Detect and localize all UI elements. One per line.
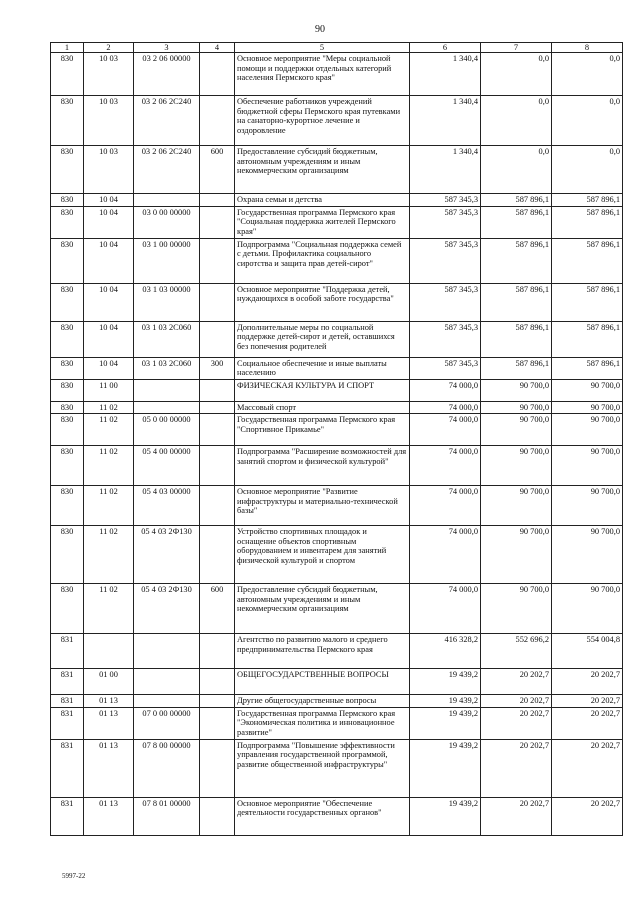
table-row [51, 707, 623, 739]
amount-year-1-cell: 74 000,0 [410, 486, 481, 526]
table-row [51, 96, 623, 146]
footer-code: 5997-22 [62, 872, 86, 880]
ministry-code-cell: 830 [51, 146, 84, 194]
description-cell: Социальное обеспечение и иные выплаты населению [235, 357, 410, 379]
description-cell: Дополнительные меры по социальной поддержке детей-сирот и детей, оставшихся без попечения родителей [235, 321, 410, 357]
target-article-cell: 05 4 03 2Ф130 [134, 526, 200, 584]
expense-type-cell [200, 53, 235, 96]
table-row [51, 446, 623, 486]
amount-year-1-cell: 74 000,0 [410, 401, 481, 413]
table-row [51, 584, 623, 634]
ministry-code-cell: 831 [51, 707, 84, 739]
expense-type-cell [200, 283, 235, 321]
budget-table [50, 42, 623, 836]
section-code-cell: 10 04 [84, 283, 134, 321]
description-cell: ФИЗИЧЕСКАЯ КУЛЬТУРА И СПОРТ [235, 379, 410, 401]
amount-year-3-cell: 20 202,7 [552, 695, 623, 707]
ministry-code-cell: 830 [51, 238, 84, 283]
amount-year-1-cell: 19 439,2 [410, 695, 481, 707]
column-header: 2 [84, 43, 134, 53]
section-code-cell: 01 00 [84, 669, 134, 695]
expense-type-cell [200, 238, 235, 283]
amount-year-2-cell: 90 700,0 [481, 446, 552, 486]
amount-year-2-cell: 90 700,0 [481, 401, 552, 413]
expense-type-cell [200, 526, 235, 584]
amount-year-3-cell: 20 202,7 [552, 739, 623, 797]
expense-type-cell [200, 379, 235, 401]
section-code-cell [84, 634, 134, 669]
amount-year-1-cell: 19 439,2 [410, 797, 481, 835]
description-cell: Агентство по развитию малого и среднего предпринимательства Пермского края [235, 634, 410, 669]
amount-year-3-cell: 90 700,0 [552, 584, 623, 634]
amount-year-3-cell: 90 700,0 [552, 401, 623, 413]
ministry-code-cell: 830 [51, 401, 84, 413]
target-article-cell: 03 2 06 2С240 [134, 96, 200, 146]
expense-type-cell: 600 [200, 146, 235, 194]
table-row [51, 283, 623, 321]
amount-year-1-cell: 587 345,3 [410, 206, 481, 238]
section-code-cell: 10 03 [84, 53, 134, 96]
table-row [51, 401, 623, 413]
target-article-cell: 03 1 03 2С060 [134, 321, 200, 357]
amount-year-3-cell: 587 896,1 [552, 238, 623, 283]
ministry-code-cell: 830 [51, 206, 84, 238]
column-header: 1 [51, 43, 84, 53]
description-cell: Обеспечение работников учреждений бюджетной сферы Пермского края путевками на санаторно-курортное лечение и оздоровление [235, 96, 410, 146]
amount-year-1-cell: 19 439,2 [410, 707, 481, 739]
description-cell: Государственная программа Пермского края "Экономическая политика и инновационное развитие" [235, 707, 410, 739]
expense-type-cell [200, 96, 235, 146]
expense-type-cell: 600 [200, 584, 235, 634]
section-code-cell: 10 04 [84, 321, 134, 357]
description-cell: Предоставление субсидий бюджетным, автономным учреждениям и иным некоммерческим организациям [235, 146, 410, 194]
table-row [51, 238, 623, 283]
description-cell: Основное мероприятие "Развитие инфраструктуры и материально-технической базы" [235, 486, 410, 526]
amount-year-1-cell: 1 340,4 [410, 96, 481, 146]
amount-year-2-cell: 587 896,1 [481, 194, 552, 206]
section-code-cell: 10 03 [84, 96, 134, 146]
amount-year-2-cell: 90 700,0 [481, 379, 552, 401]
table-row [51, 53, 623, 96]
amount-year-3-cell: 90 700,0 [552, 379, 623, 401]
ministry-code-cell: 831 [51, 695, 84, 707]
description-cell: Охрана семьи и детства [235, 194, 410, 206]
amount-year-2-cell: 587 896,1 [481, 283, 552, 321]
table-row [51, 379, 623, 401]
amount-year-3-cell: 587 896,1 [552, 321, 623, 357]
expense-type-cell [200, 634, 235, 669]
amount-year-1-cell: 74 000,0 [410, 446, 481, 486]
description-cell: Основное мероприятие "Меры социальной помощи и поддержки отдельных категорий населения Пермского края" [235, 53, 410, 96]
target-article-cell: 03 1 00 00000 [134, 238, 200, 283]
amount-year-2-cell: 20 202,7 [481, 707, 552, 739]
section-code-cell: 11 00 [84, 379, 134, 401]
section-code-cell: 10 04 [84, 357, 134, 379]
amount-year-2-cell: 552 696,2 [481, 634, 552, 669]
amount-year-3-cell: 90 700,0 [552, 446, 623, 486]
target-article-cell [134, 634, 200, 669]
amount-year-2-cell: 0,0 [481, 96, 552, 146]
amount-year-1-cell: 587 345,3 [410, 357, 481, 379]
expense-type-cell [200, 401, 235, 413]
amount-year-3-cell: 554 004,8 [552, 634, 623, 669]
column-header: 6 [410, 43, 481, 53]
target-article-cell: 03 2 06 2С240 [134, 146, 200, 194]
table-row [51, 739, 623, 797]
table-row [51, 634, 623, 669]
amount-year-1-cell: 74 000,0 [410, 414, 481, 446]
section-code-cell: 01 13 [84, 695, 134, 707]
target-article-cell [134, 379, 200, 401]
target-article-cell: 07 8 00 00000 [134, 739, 200, 797]
table-row [51, 669, 623, 695]
ministry-code-cell: 830 [51, 526, 84, 584]
amount-year-1-cell: 74 000,0 [410, 379, 481, 401]
amount-year-1-cell: 1 340,4 [410, 53, 481, 96]
table-row [51, 206, 623, 238]
section-code-cell: 10 04 [84, 194, 134, 206]
description-cell: Государственная программа Пермского края "Спортивное Прикамье" [235, 414, 410, 446]
description-cell: Подпрограмма "Социальная поддержка семей с детьми. Профилактика социального сиротства и защита прав детей-сирот" [235, 238, 410, 283]
ministry-code-cell: 830 [51, 194, 84, 206]
ministry-code-cell: 830 [51, 446, 84, 486]
expense-type-cell [200, 206, 235, 238]
amount-year-3-cell: 0,0 [552, 146, 623, 194]
description-cell: Основное мероприятие "Поддержка детей, нуждающихся в особой заботе государства" [235, 283, 410, 321]
amount-year-1-cell: 587 345,3 [410, 238, 481, 283]
table-body [51, 53, 623, 835]
amount-year-3-cell: 587 896,1 [552, 206, 623, 238]
target-article-cell: 07 8 01 00000 [134, 797, 200, 835]
expense-type-cell [200, 414, 235, 446]
ministry-code-cell: 830 [51, 53, 84, 96]
description-cell: Государственная программа Пермского края "Социальная поддержка жителей Пермского края" [235, 206, 410, 238]
ministry-code-cell: 830 [51, 321, 84, 357]
target-article-cell: 05 0 00 00000 [134, 414, 200, 446]
description-cell: Основное мероприятие "Обеспечение деятельности государственных органов" [235, 797, 410, 835]
amount-year-2-cell: 587 896,1 [481, 206, 552, 238]
table-row [51, 194, 623, 206]
target-article-cell: 05 4 00 00000 [134, 446, 200, 486]
table-row [51, 146, 623, 194]
ministry-code-cell: 830 [51, 414, 84, 446]
amount-year-2-cell: 20 202,7 [481, 695, 552, 707]
page-number: 90 [315, 24, 325, 35]
table-row [51, 321, 623, 357]
section-code-cell: 10 04 [84, 206, 134, 238]
target-article-cell: 07 0 00 00000 [134, 707, 200, 739]
ministry-code-cell: 831 [51, 669, 84, 695]
description-cell: Подпрограмма "Повышение эффективности управления государственной программой, развитие общественной инфраструктуры" [235, 739, 410, 797]
amount-year-2-cell: 20 202,7 [481, 739, 552, 797]
expense-type-cell [200, 486, 235, 526]
column-header: 4 [200, 43, 235, 53]
description-cell: Подпрограмма "Расширение возможностей для занятий спортом и физической культурой" [235, 446, 410, 486]
amount-year-1-cell: 19 439,2 [410, 669, 481, 695]
ministry-code-cell: 830 [51, 357, 84, 379]
amount-year-1-cell: 416 328,2 [410, 634, 481, 669]
expense-type-cell [200, 739, 235, 797]
expense-type-cell [200, 321, 235, 357]
table-row [51, 414, 623, 446]
amount-year-1-cell: 587 345,3 [410, 321, 481, 357]
section-code-cell: 11 02 [84, 401, 134, 413]
ministry-code-cell: 830 [51, 379, 84, 401]
target-article-cell [134, 194, 200, 206]
amount-year-3-cell: 90 700,0 [552, 486, 623, 526]
amount-year-1-cell: 587 345,3 [410, 283, 481, 321]
amount-year-2-cell: 587 896,1 [481, 238, 552, 283]
amount-year-1-cell: 587 345,3 [410, 194, 481, 206]
section-code-cell: 10 03 [84, 146, 134, 194]
amount-year-2-cell: 587 896,1 [481, 357, 552, 379]
ministry-code-cell: 830 [51, 283, 84, 321]
amount-year-2-cell: 0,0 [481, 146, 552, 194]
amount-year-1-cell: 1 340,4 [410, 146, 481, 194]
amount-year-2-cell: 587 896,1 [481, 321, 552, 357]
section-code-cell: 10 04 [84, 238, 134, 283]
amount-year-2-cell: 0,0 [481, 53, 552, 96]
target-article-cell: 03 1 03 00000 [134, 283, 200, 321]
ministry-code-cell: 831 [51, 797, 84, 835]
ministry-code-cell: 831 [51, 739, 84, 797]
target-article-cell: 03 1 03 2С060 [134, 357, 200, 379]
section-code-cell: 11 02 [84, 446, 134, 486]
amount-year-1-cell: 19 439,2 [410, 739, 481, 797]
expense-type-cell [200, 446, 235, 486]
ministry-code-cell: 830 [51, 584, 84, 634]
description-cell: Массовый спорт [235, 401, 410, 413]
column-header: 3 [134, 43, 200, 53]
amount-year-3-cell: 587 896,1 [552, 194, 623, 206]
amount-year-3-cell: 90 700,0 [552, 414, 623, 446]
target-article-cell [134, 401, 200, 413]
table-row [51, 526, 623, 584]
amount-year-2-cell: 20 202,7 [481, 797, 552, 835]
amount-year-2-cell: 90 700,0 [481, 526, 552, 584]
amount-year-3-cell: 587 896,1 [552, 283, 623, 321]
ministry-code-cell: 831 [51, 634, 84, 669]
target-article-cell: 03 2 06 00000 [134, 53, 200, 96]
table-row [51, 357, 623, 379]
amount-year-2-cell: 90 700,0 [481, 584, 552, 634]
amount-year-1-cell: 74 000,0 [410, 526, 481, 584]
amount-year-3-cell: 587 896,1 [552, 357, 623, 379]
target-article-cell: 05 4 03 00000 [134, 486, 200, 526]
section-code-cell: 11 02 [84, 486, 134, 526]
amount-year-3-cell: 90 700,0 [552, 526, 623, 584]
target-article-cell: 03 0 00 00000 [134, 206, 200, 238]
target-article-cell [134, 669, 200, 695]
column-header: 7 [481, 43, 552, 53]
target-article-cell: 05 4 03 2Ф130 [134, 584, 200, 634]
expense-type-cell [200, 194, 235, 206]
expense-type-cell: 300 [200, 357, 235, 379]
table-row [51, 797, 623, 835]
ministry-code-cell: 830 [51, 96, 84, 146]
section-code-cell: 11 02 [84, 414, 134, 446]
amount-year-3-cell: 20 202,7 [552, 797, 623, 835]
description-cell: Устройство спортивных площадок и оснащение объектов спортивным оборудованием и инвентарем для занятий физической культурой и спортом [235, 526, 410, 584]
section-code-cell: 01 13 [84, 739, 134, 797]
table-row [51, 486, 623, 526]
expense-type-cell [200, 669, 235, 695]
description-cell: ОБЩЕГОСУДАРСТВЕННЫЕ ВОПРОСЫ [235, 669, 410, 695]
target-article-cell [134, 695, 200, 707]
amount-year-3-cell: 0,0 [552, 53, 623, 96]
amount-year-3-cell: 20 202,7 [552, 707, 623, 739]
amount-year-3-cell: 20 202,7 [552, 669, 623, 695]
amount-year-2-cell: 90 700,0 [481, 486, 552, 526]
expense-type-cell [200, 797, 235, 835]
amount-year-2-cell: 20 202,7 [481, 669, 552, 695]
expense-type-cell [200, 695, 235, 707]
section-code-cell: 01 13 [84, 707, 134, 739]
description-cell: Предоставление субсидий бюджетным, автономным учреждениям и иным некоммерческим организациям [235, 584, 410, 634]
table-row [51, 695, 623, 707]
column-number-row [51, 43, 623, 53]
description-cell: Другие общегосударственные вопросы [235, 695, 410, 707]
amount-year-2-cell: 90 700,0 [481, 414, 552, 446]
section-code-cell: 11 02 [84, 526, 134, 584]
expense-type-cell [200, 707, 235, 739]
section-code-cell: 01 13 [84, 797, 134, 835]
column-header: 8 [552, 43, 623, 53]
column-header: 5 [235, 43, 410, 53]
section-code-cell: 11 02 [84, 584, 134, 634]
amount-year-3-cell: 0,0 [552, 96, 623, 146]
amount-year-1-cell: 74 000,0 [410, 584, 481, 634]
ministry-code-cell: 830 [51, 486, 84, 526]
